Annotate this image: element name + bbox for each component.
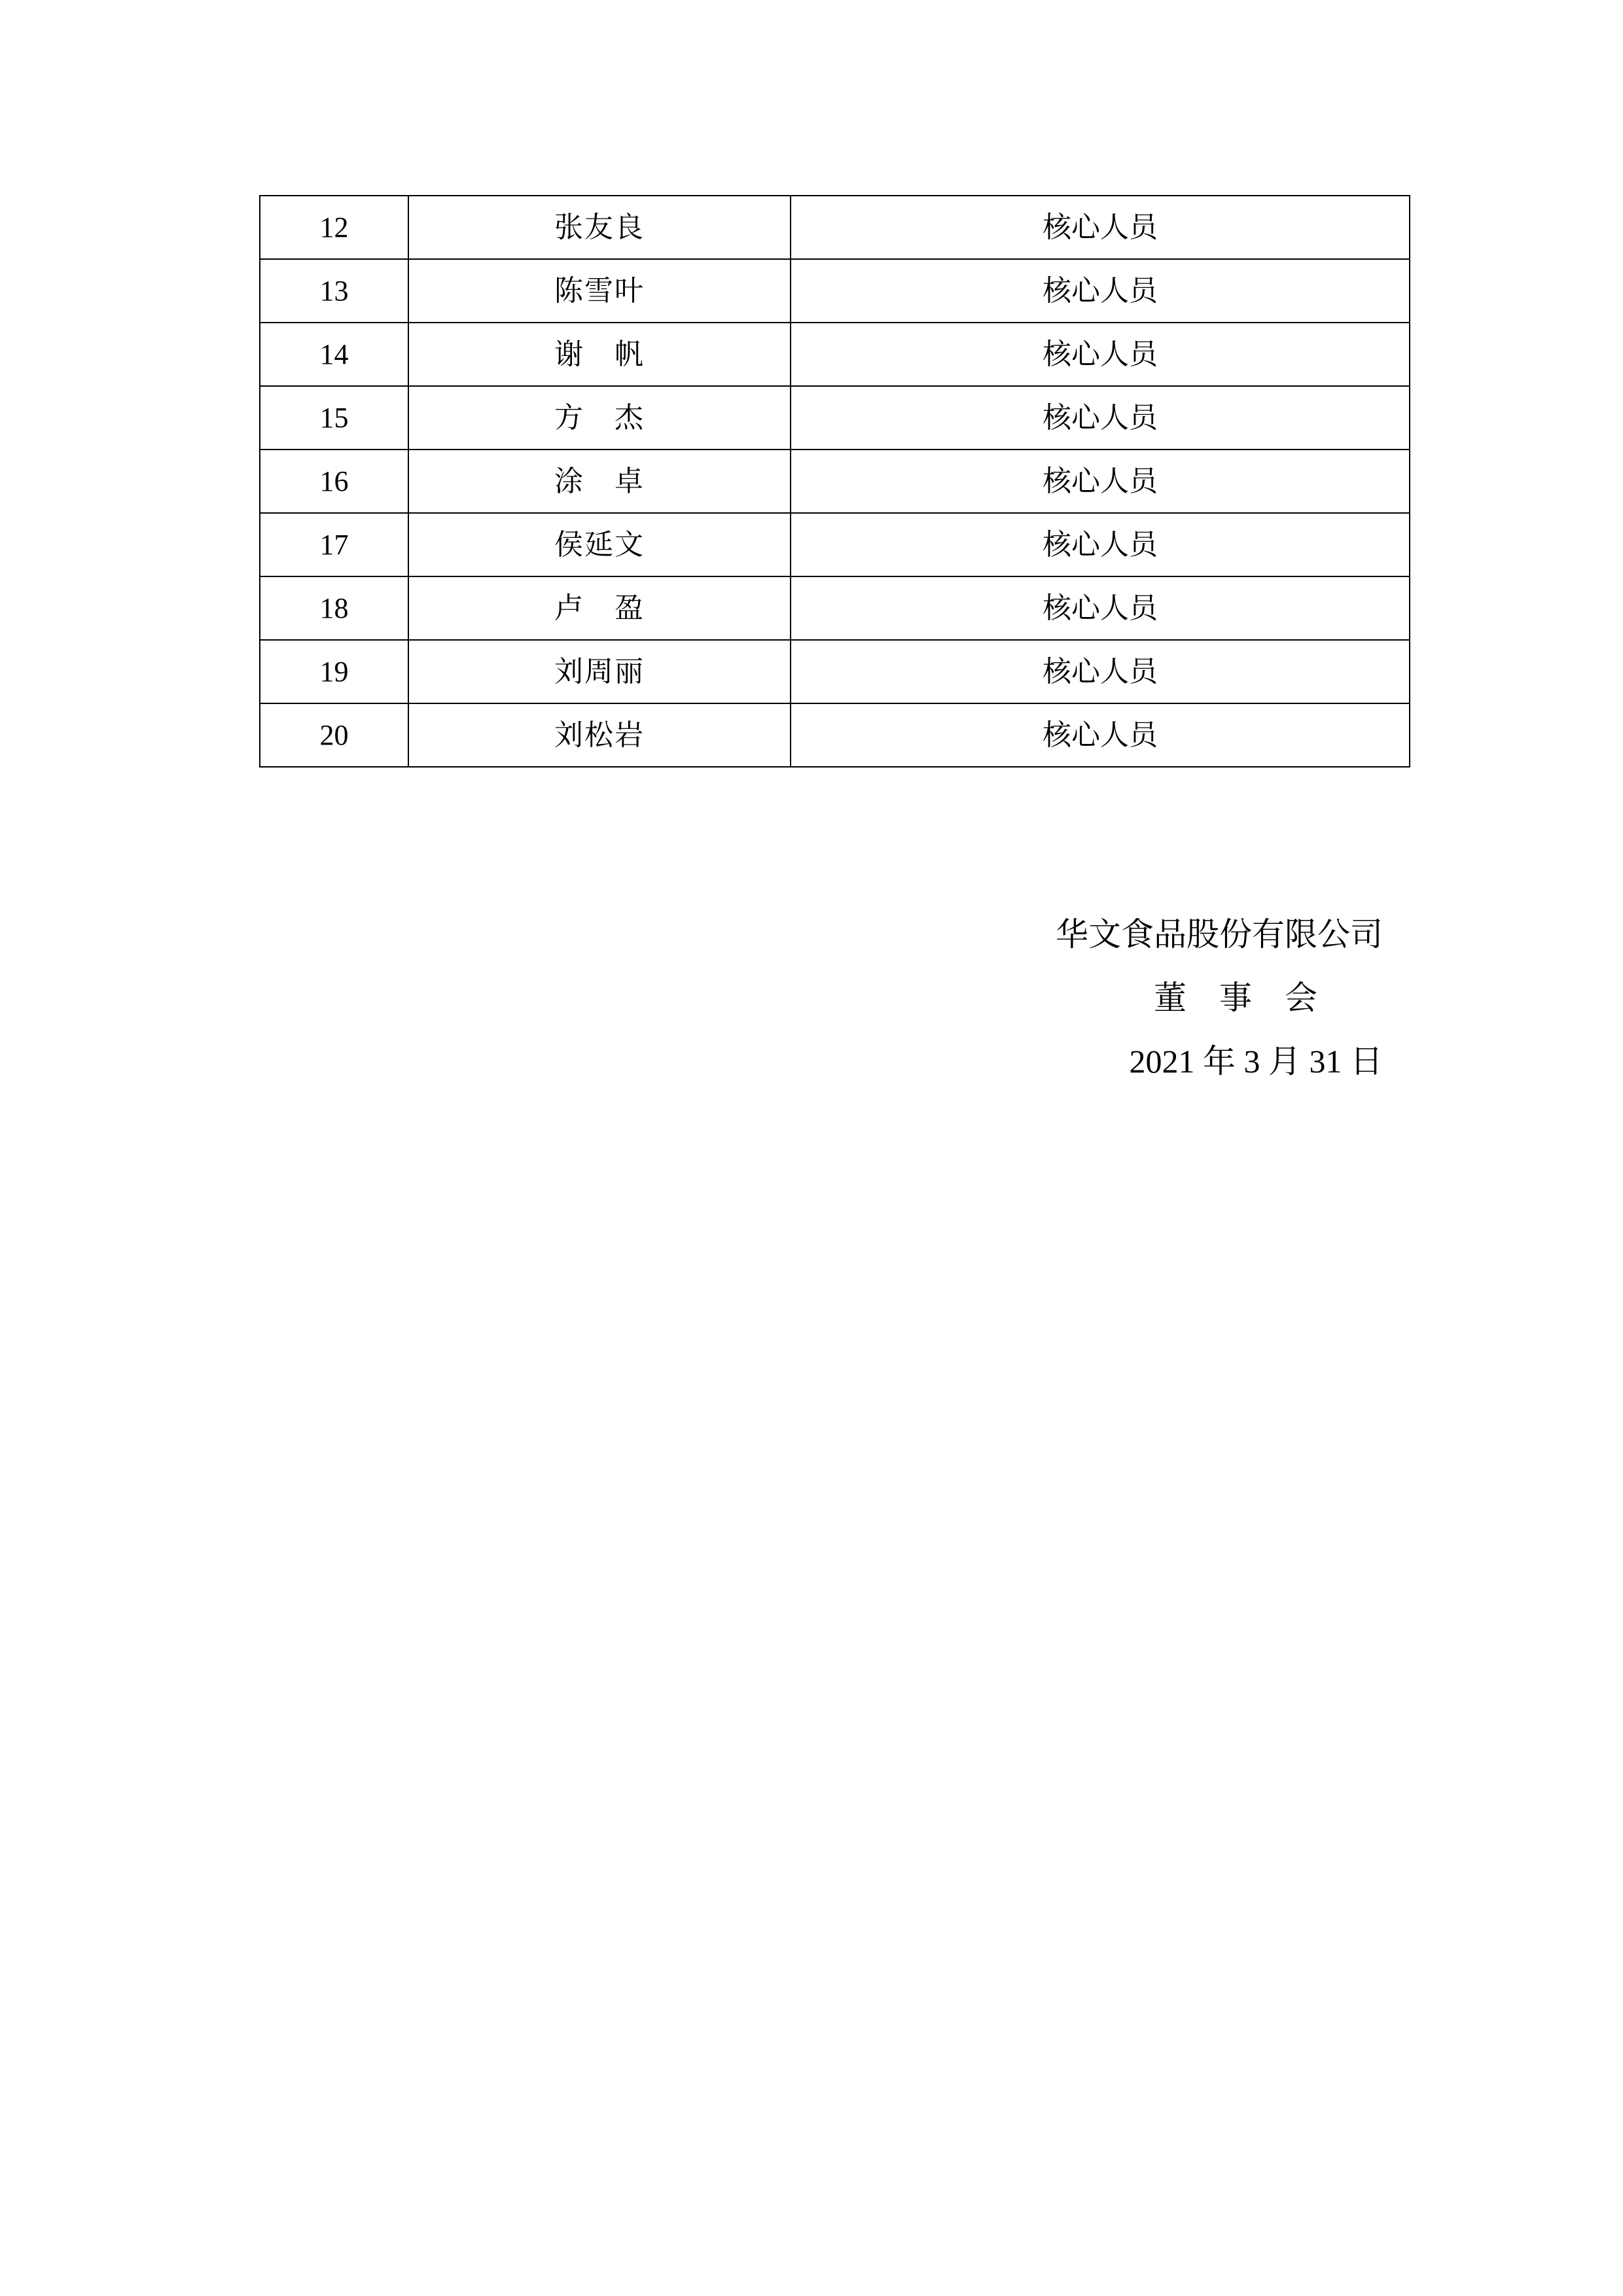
roster-table	[259, 195, 1410, 768]
row-number: 14	[260, 323, 408, 386]
row-number: 19	[260, 640, 408, 703]
row-number: 12	[260, 196, 408, 259]
person-name: 谢 帆	[408, 323, 791, 386]
company-name: 华文食品股份有限公司	[1056, 915, 1383, 953]
table-row	[260, 386, 1410, 450]
person-name: 陈雪叶	[408, 259, 791, 323]
table-row	[260, 259, 1410, 323]
row-number: 13	[260, 259, 408, 323]
row-number: 16	[260, 450, 408, 513]
signature-date: 2021 年 3 月 31 日	[1129, 1043, 1383, 1080]
table-row	[260, 703, 1410, 767]
person-role: 核心人员	[791, 576, 1410, 640]
person-name: 方 杰	[408, 386, 791, 450]
table-row	[260, 640, 1410, 703]
person-role: 核心人员	[791, 703, 1410, 767]
table-row	[260, 513, 1410, 576]
person-name: 卢 盈	[408, 576, 791, 640]
person-role: 核心人员	[791, 323, 1410, 386]
person-role: 核心人员	[791, 513, 1410, 576]
row-number: 17	[260, 513, 408, 576]
person-name: 刘松岩	[408, 703, 791, 767]
person-role: 核心人员	[791, 386, 1410, 450]
board-label: 董 事 会	[1154, 979, 1317, 1017]
person-name: 张友良	[408, 196, 791, 259]
person-role: 核心人员	[791, 196, 1410, 259]
table-row	[260, 450, 1410, 513]
person-name: 刘周丽	[408, 640, 791, 703]
row-number: 18	[260, 576, 408, 640]
person-role: 核心人员	[791, 450, 1410, 513]
table-row	[260, 196, 1410, 259]
signature-block	[925, 903, 1383, 1093]
table-row	[260, 323, 1410, 386]
table-row	[260, 576, 1410, 640]
person-role: 核心人员	[791, 640, 1410, 703]
row-number: 15	[260, 386, 408, 450]
person-name: 侯延文	[408, 513, 791, 576]
row-number: 20	[260, 703, 408, 767]
person-role: 核心人员	[791, 259, 1410, 323]
person-name: 涂 卓	[408, 450, 791, 513]
